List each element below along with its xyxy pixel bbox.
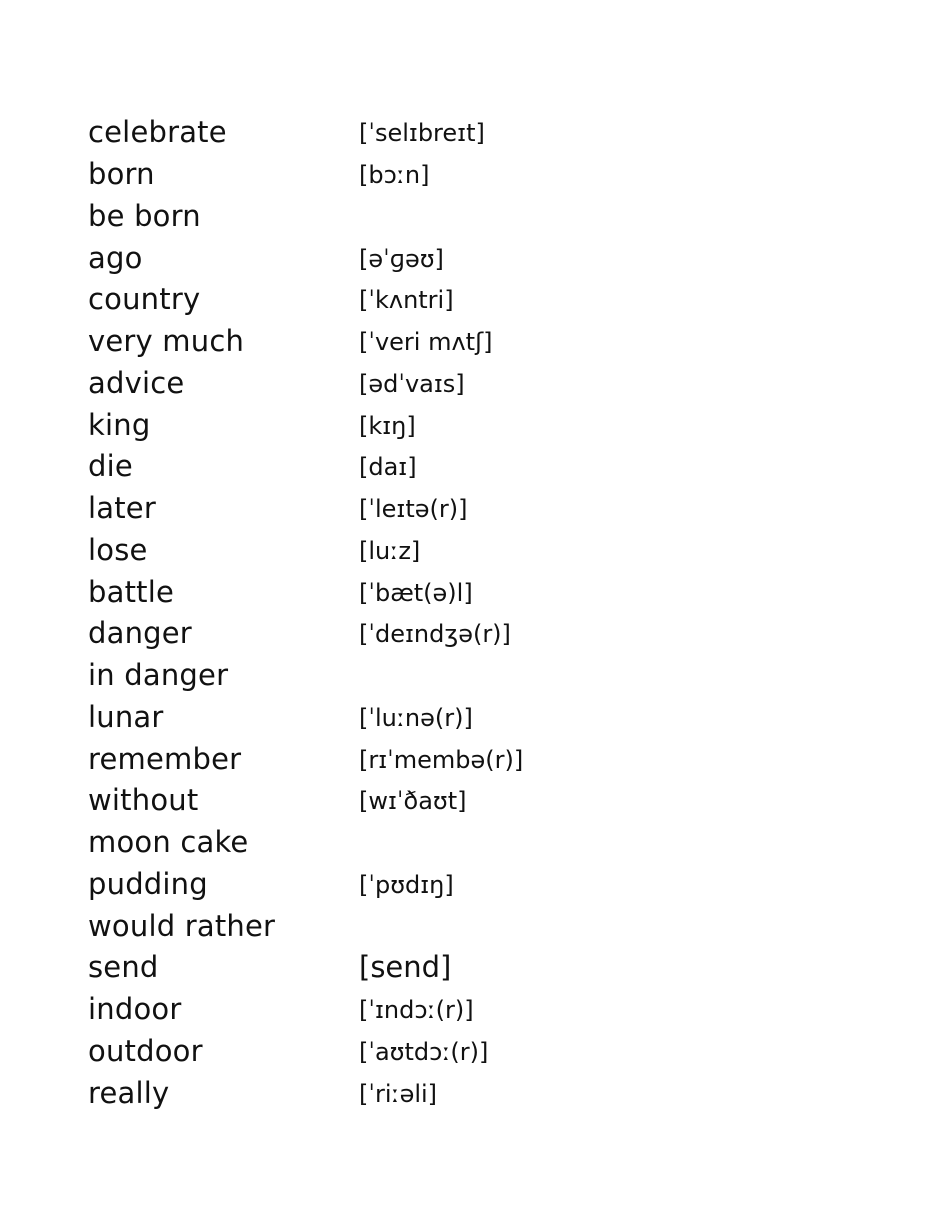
vocab-row [88, 822, 788, 864]
vocab-phonetic: [bɔːn] [359, 161, 430, 190]
vocab-word: indoor [88, 992, 182, 1027]
vocab-phonetic: [ˈɪndɔː(r)] [359, 996, 474, 1025]
vocab-phonetic: [ˈbæt(ə)l] [359, 578, 473, 607]
vocab-phonetic: [ˈleɪtə(r)] [359, 495, 468, 524]
vocab-phonetic: [luːz] [359, 536, 421, 565]
vocab-word: ago [88, 240, 143, 275]
vocab-word: lunar [88, 699, 164, 734]
vocab-row [88, 404, 788, 446]
vocab-row [88, 655, 788, 697]
vocab-row [88, 1072, 788, 1114]
vocab-row [88, 1031, 788, 1073]
vocab-word: be born [88, 198, 201, 233]
vocab-phonetic: [rɪˈmembə(r)] [359, 745, 524, 774]
vocab-word: very much [88, 324, 245, 359]
vocab-word: king [88, 407, 151, 442]
vocab-row [88, 154, 788, 196]
vocab-phonetic: [send] [359, 950, 452, 985]
vocab-phonetic: [ˈveri mʌtʃ] [359, 328, 493, 357]
vocab-word: die [88, 449, 133, 484]
vocab-row [88, 363, 788, 405]
vocab-word: would rather [88, 908, 276, 943]
vocab-row [88, 321, 788, 363]
vocab-word: outdoor [88, 1033, 203, 1068]
vocab-word: remember [88, 741, 242, 776]
vocab-word: danger [88, 616, 192, 651]
vocab-row [88, 697, 788, 739]
vocab-phonetic: [ˈselɪbreɪt] [359, 119, 485, 148]
vocab-row [88, 738, 788, 780]
vocab-row [88, 279, 788, 321]
vocab-row [88, 780, 788, 822]
vocab-row [88, 488, 788, 530]
vocab-word: advice [88, 365, 185, 400]
vocab-phonetic: [əˈɡəʊ] [359, 244, 444, 273]
vocab-row [88, 112, 788, 154]
vocab-phonetic: [ədˈvaɪs] [359, 369, 465, 398]
vocab-row [88, 237, 788, 279]
vocab-word: lose [88, 532, 148, 567]
vocab-phonetic: [ˈkʌntri] [359, 286, 454, 315]
vocabulary-list [88, 112, 788, 1114]
vocab-word: really [88, 1075, 170, 1110]
vocab-row [88, 446, 788, 488]
vocab-row [88, 196, 788, 238]
vocab-phonetic: [daɪ] [359, 453, 417, 482]
vocab-phonetic: [ˈaʊtdɔː(r)] [359, 1037, 489, 1066]
vocab-word: country [88, 282, 201, 317]
vocab-phonetic: [kɪŋ] [359, 411, 416, 440]
vocab-phonetic: [ˈdeɪndʒə(r)] [359, 620, 511, 649]
vocab-word: send [88, 950, 159, 985]
vocab-word: without [88, 783, 199, 818]
vocab-row [88, 905, 788, 947]
vocab-word: pudding [88, 866, 208, 901]
vocab-word: moon cake [88, 825, 249, 860]
vocab-word: battle [88, 574, 175, 609]
vocab-phonetic: [ˈriːəli] [359, 1079, 438, 1108]
vocab-phonetic: [ˈpʊdɪŋ] [359, 870, 454, 899]
vocab-row [88, 989, 788, 1031]
vocab-row [88, 864, 788, 906]
vocab-word: in danger [88, 658, 229, 693]
vocab-word: born [88, 157, 155, 192]
vocab-phonetic: [wɪˈðaʊt] [359, 787, 467, 816]
vocab-word: celebrate [88, 115, 227, 150]
vocab-word: later [88, 491, 156, 526]
vocab-row [88, 571, 788, 613]
vocab-row [88, 947, 788, 989]
vocab-row [88, 613, 788, 655]
vocab-row [88, 530, 788, 572]
vocab-phonetic: [ˈluːnə(r)] [359, 703, 473, 732]
